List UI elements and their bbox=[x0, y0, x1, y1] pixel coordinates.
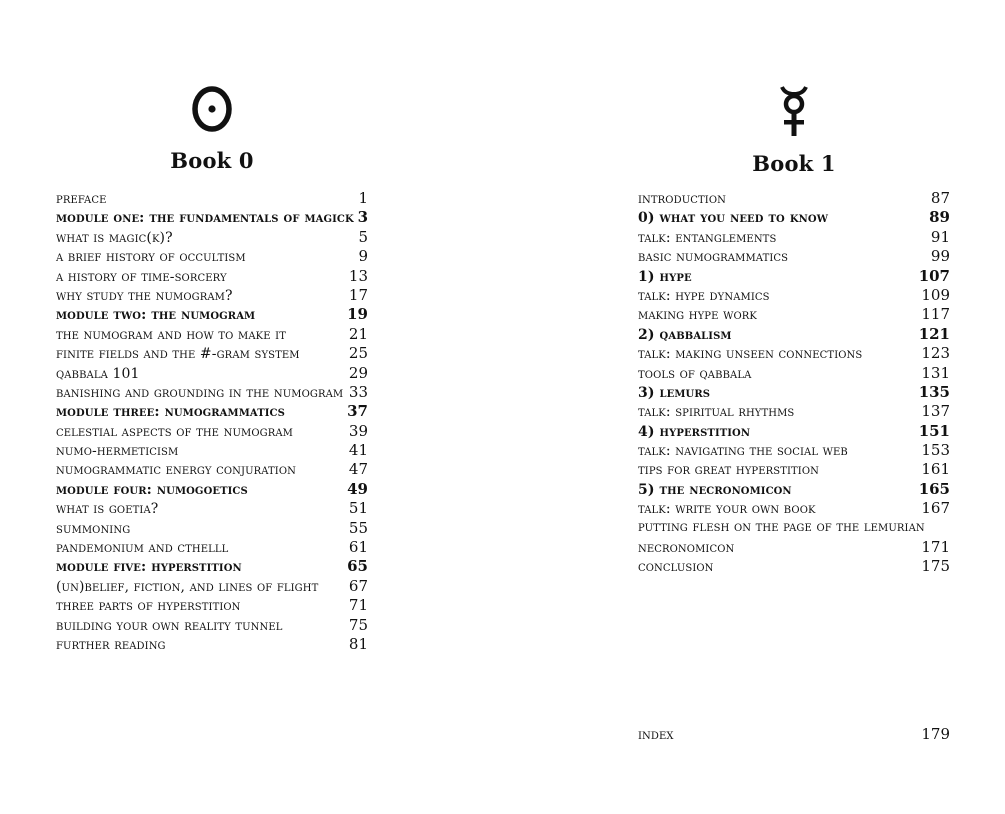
toc-entry-page: 5 bbox=[358, 227, 368, 246]
toc-entry-label: 2) qabbalism bbox=[638, 326, 732, 343]
toc-entry-label: making hype work bbox=[638, 307, 757, 324]
toc-entry[interactable] bbox=[56, 383, 368, 402]
toc-entry-page: 99 bbox=[930, 247, 950, 266]
toc-entry[interactable] bbox=[638, 538, 950, 557]
toc-entry-page: 81 bbox=[348, 634, 368, 653]
index-page: 179 bbox=[921, 725, 950, 743]
toc-entry-page: 121 bbox=[918, 324, 950, 343]
toc-entry-label: tips for great hyperstition bbox=[638, 462, 819, 479]
toc-entry-page: 167 bbox=[921, 499, 950, 518]
toc-entry-page: 21 bbox=[348, 324, 368, 343]
toc-entry-page: 71 bbox=[348, 596, 368, 615]
toc-entry-page: 3 bbox=[357, 208, 368, 227]
toc-entry-label: necronomicon bbox=[638, 540, 735, 557]
toc-entry[interactable] bbox=[56, 286, 368, 305]
toc-entry[interactable] bbox=[56, 247, 368, 266]
toc-entry-page: 107 bbox=[918, 266, 950, 285]
toc-entry-page: 87 bbox=[930, 189, 950, 207]
toc-entry[interactable] bbox=[56, 616, 368, 635]
toc-entry-page: 117 bbox=[921, 305, 950, 324]
toc-entry[interactable] bbox=[638, 344, 950, 363]
toc-entry[interactable] bbox=[56, 402, 368, 421]
toc-entry-label: conclusion bbox=[638, 559, 714, 576]
toc-entry-page: 123 bbox=[921, 344, 950, 363]
toc-entry-page: 67 bbox=[348, 576, 368, 595]
toc-entry[interactable] bbox=[56, 557, 368, 576]
toc-entry-label: module three: numogrammatics bbox=[56, 404, 285, 421]
toc-entry[interactable] bbox=[638, 441, 950, 460]
toc-entry-page: 17 bbox=[348, 285, 368, 304]
toc-entry-page: 13 bbox=[348, 266, 368, 285]
toc-entry-page: 165 bbox=[918, 479, 950, 498]
toc-entry-page: 171 bbox=[921, 538, 950, 557]
toc-entry-page: 33 bbox=[348, 382, 368, 401]
toc-entry-page: 135 bbox=[918, 382, 950, 401]
toc-entry-label: summoning bbox=[56, 520, 131, 537]
toc-entry-page: 91 bbox=[930, 227, 950, 246]
toc-entry[interactable] bbox=[638, 247, 950, 266]
toc-entry-label: tools of qabbala bbox=[638, 365, 752, 382]
toc-entry-label: finite fields and the #-gram system bbox=[56, 346, 300, 363]
toc-entry-page: 153 bbox=[921, 441, 950, 460]
toc-entry[interactable] bbox=[56, 208, 368, 227]
toc-entry-page: 39 bbox=[348, 421, 368, 440]
toc-entry[interactable] bbox=[638, 208, 950, 227]
toc-entry-label: a brief history of occultism bbox=[56, 249, 246, 266]
toc-entry-page: 109 bbox=[921, 285, 950, 304]
toc-entry[interactable] bbox=[638, 383, 950, 402]
toc-entry[interactable] bbox=[638, 267, 950, 286]
book-1-title: Book 1 bbox=[752, 151, 836, 176]
toc-entry-label: talk: navigating the social web bbox=[638, 443, 848, 460]
toc-entry-page: 55 bbox=[348, 518, 368, 537]
mercury-symbol-icon bbox=[638, 84, 950, 140]
toc-entry[interactable] bbox=[56, 422, 368, 441]
toc-entry[interactable] bbox=[56, 635, 368, 654]
toc-entry[interactable] bbox=[638, 557, 950, 576]
toc-entry-label: talk: making unseen connections bbox=[638, 346, 863, 363]
toc-entry-label: why study the numogram? bbox=[56, 287, 233, 304]
toc-entry-label: talk: write your own book bbox=[638, 501, 816, 518]
toc-entry-label: preface bbox=[56, 191, 107, 207]
toc-entry-page: 9 bbox=[358, 247, 368, 266]
toc-entry[interactable] bbox=[638, 305, 950, 324]
toc-entry-label: what is goetia? bbox=[56, 501, 159, 518]
toc-entry[interactable] bbox=[638, 325, 950, 344]
toc-entry-label: module five: hyperstition bbox=[56, 559, 242, 576]
toc-entry[interactable] bbox=[638, 364, 950, 383]
toc-entry-label: talk: hype dynamics bbox=[638, 287, 770, 304]
toc-entry-label: what is magic(k)? bbox=[56, 229, 173, 246]
toc-entry-page: 1 bbox=[358, 189, 368, 207]
toc-entry[interactable] bbox=[638, 460, 950, 479]
toc-entry[interactable] bbox=[56, 267, 368, 286]
toc-entry-page: 131 bbox=[921, 363, 950, 382]
toc-entry-label: talk: entanglements bbox=[638, 229, 777, 246]
toc-entry-page: 161 bbox=[921, 460, 950, 479]
toc-entry-label: numogrammatic energy conjuration bbox=[56, 462, 296, 479]
toc-entry-label: putting flesh on the page of the lemurian bbox=[638, 518, 925, 535]
toc-entry-label: building your own reality tunnel bbox=[56, 617, 283, 634]
toc-entry-page: 75 bbox=[348, 615, 368, 634]
toc-entry-label: a history of time-sorcery bbox=[56, 268, 227, 285]
toc-entry-label: numo-hermeticism bbox=[56, 443, 179, 460]
toc-entry[interactable] bbox=[56, 538, 368, 557]
toc-entry[interactable] bbox=[56, 325, 368, 344]
toc-entry-label: the numogram and how to make it bbox=[56, 326, 286, 343]
toc-entry-page: 49 bbox=[347, 479, 368, 498]
toc-entry-page: 175 bbox=[921, 557, 950, 576]
toc-entry[interactable] bbox=[56, 596, 368, 615]
toc-entry-page: 41 bbox=[348, 441, 368, 460]
toc-entry-label: basic numogrammatics bbox=[638, 249, 789, 266]
toc-entry-label: 4) hyperstition bbox=[638, 423, 751, 440]
toc-entry-label: talk: spiritual rhythms bbox=[638, 404, 795, 421]
toc-entry[interactable] bbox=[638, 189, 950, 208]
toc-entry[interactable] bbox=[56, 305, 368, 324]
toc-entry[interactable] bbox=[56, 228, 368, 247]
theta-circle-dot-icon bbox=[56, 84, 368, 134]
toc-entry[interactable] bbox=[56, 499, 368, 518]
toc-entry-label: further reading bbox=[56, 636, 166, 653]
toc-entry-page: 61 bbox=[348, 538, 368, 557]
toc-entry-page: 137 bbox=[921, 402, 950, 421]
toc-entry-label: (un)belief, fiction, and lines of flight bbox=[56, 578, 319, 595]
book-0-title: Book 0 bbox=[170, 148, 254, 173]
toc-entry[interactable] bbox=[56, 364, 368, 383]
toc-entry-label: module one: the fundamentals of magick bbox=[56, 210, 354, 227]
toc-entry-label: qabbala 101 bbox=[56, 365, 140, 382]
toc-entry[interactable] bbox=[638, 286, 950, 305]
toc-entry-label: three parts of hyperstition bbox=[56, 598, 241, 615]
toc-entry[interactable] bbox=[638, 480, 950, 499]
book-1-toc bbox=[638, 189, 950, 577]
toc-entry-page: 29 bbox=[348, 363, 368, 382]
toc-entry-label: module two: the numogram bbox=[56, 307, 256, 324]
book-0-toc bbox=[56, 189, 368, 654]
toc-entry[interactable] bbox=[56, 344, 368, 363]
toc-entry-page: 151 bbox=[918, 421, 950, 440]
toc-entry[interactable] bbox=[638, 499, 950, 518]
toc-entry[interactable] bbox=[638, 228, 950, 247]
toc-entry[interactable] bbox=[56, 519, 368, 538]
index-entry[interactable] bbox=[638, 725, 950, 743]
toc-entry-label: 5) the necronomicon bbox=[638, 481, 792, 498]
toc-entry-page: 37 bbox=[347, 402, 368, 421]
toc-entry-page: 51 bbox=[348, 499, 368, 518]
toc-entry-label: module four: numogoetics bbox=[56, 481, 248, 498]
toc-entry-label: banishing and grounding in the numogram bbox=[56, 384, 344, 401]
toc-entry-page: 47 bbox=[348, 460, 368, 479]
toc-entry-label: 0) what you need to know bbox=[638, 210, 829, 227]
toc-entry[interactable] bbox=[56, 460, 368, 479]
toc-entry-label: 1) hype bbox=[638, 268, 692, 285]
toc-entry-page: 89 bbox=[929, 208, 950, 227]
toc-entry[interactable] bbox=[56, 189, 368, 208]
toc-entry-label: celestial aspects of the numogram bbox=[56, 423, 294, 440]
toc-entry[interactable] bbox=[56, 441, 368, 460]
toc-entry[interactable] bbox=[638, 519, 950, 538]
toc-entry-label: 3) lemurs bbox=[638, 384, 711, 401]
toc-entry-page: 19 bbox=[347, 305, 368, 324]
index-label: index bbox=[638, 727, 674, 743]
toc-entry-page: 65 bbox=[347, 557, 368, 576]
toc-entry-label: pandemonium and cthelll bbox=[56, 540, 229, 557]
toc-entry[interactable] bbox=[56, 480, 368, 499]
toc-entry[interactable] bbox=[638, 422, 950, 441]
toc-entry[interactable] bbox=[638, 402, 950, 421]
toc-entry-page: 25 bbox=[348, 344, 368, 363]
toc-entry[interactable] bbox=[56, 577, 368, 596]
toc-entry-label: introduction bbox=[638, 191, 726, 207]
